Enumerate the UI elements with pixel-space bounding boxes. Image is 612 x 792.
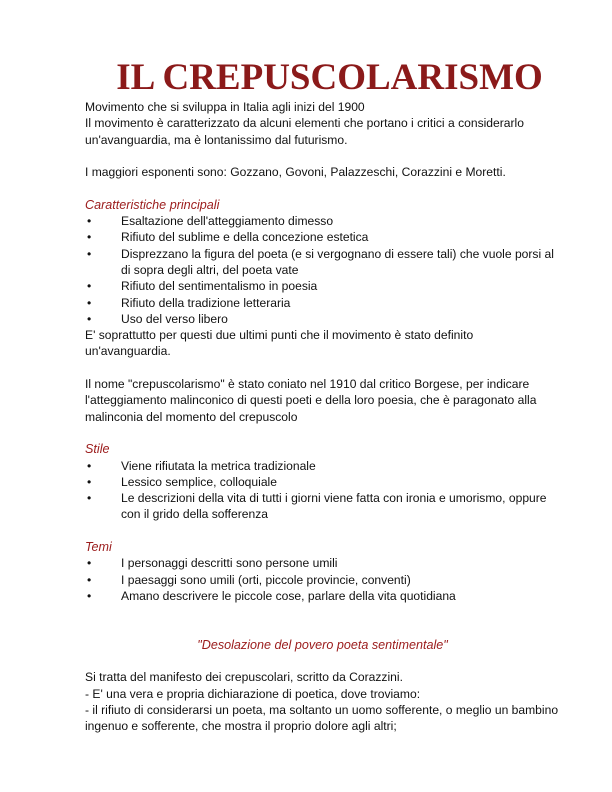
bullet-icon: • (87, 572, 92, 587)
poem-line-2: - E' una vera e propria dichiarazione di poetica, dove troviamo: (85, 686, 421, 701)
bullet-icon: • (87, 214, 92, 229)
list-item: • Rifiuto del sentimentalismo in poesia (87, 279, 318, 294)
poem-line-3: - il rifiuto di considerarsi un poeta, ma soltanto un uomo sofferente, o meglio un bambino ingenuo e sofferente, che mostra il proprio dolore agli altri; (85, 702, 559, 734)
list-item: • I paesaggi sono umili (orti, piccole provincie, conventi) (87, 572, 411, 587)
list-item: • Disprezzano la figura del poeta (e si vergognano di essere tali) che vuole porsi al di sopra degli altri, del poeta vate (87, 246, 554, 277)
bullet-icon: • (87, 491, 92, 506)
list-item: • Rifiuto del sublime e della concezione estetica (87, 230, 369, 245)
bullet-icon: • (87, 458, 92, 473)
intro-line-1: Movimento che si sviluppa in Italia agli inizi del 1900 (85, 100, 365, 114)
intro-line-2: Il movimento è caratterizzato da alcuni elementi che portano i critici a considerarlo un'avanguardia, ma è lontanissimo dal futurismo. (85, 116, 524, 147)
caratteristiche-list (85, 213, 560, 327)
exponents-paragraph: I maggiori esponenti sono: Gozzano, Govoni, Palazzeschi, Corazzini e Moretti. (85, 165, 506, 180)
list-item: • Viene rifiutata la metrica tradizionale (87, 458, 316, 473)
bullet-icon: • (87, 556, 92, 571)
document-page (85, 58, 560, 735)
stile-heading: Stile (85, 442, 110, 457)
list-item: • Esaltazione dell'atteggiamento dimesso (87, 214, 334, 229)
bullet-icon: • (87, 246, 92, 261)
list-item: • Le descrizioni della vita di tutti i giorni viene fatta con ironia e umorismo, oppure con il grido della sofferenza (87, 491, 547, 522)
bullet-icon: • (87, 230, 92, 245)
stile-list (85, 458, 560, 523)
name-origin-paragraph: Il nome "crepuscolarismo" è stato coniato nel 1910 dal critico Borgese, per indicare l'atteggiamento malinconico di questi poeti e della loro poesia, che è paragonato alla malinconia del momento del crepuscolo (85, 377, 537, 424)
page-title: IL CREPUSCOLARISMO (116, 57, 543, 98)
poem-heading: "Desolazione del povero poeta sentimentale" (197, 637, 448, 652)
temi-heading: Temi (85, 540, 112, 555)
avanguardia-paragraph: E' soprattutto per questi due ultimi punti che il movimento è stato definito un'avanguardia. (85, 328, 474, 359)
temi-list (85, 555, 560, 604)
list-item: • Lessico semplice, colloquiale (87, 474, 277, 489)
caratteristiche-heading: Caratteristiche principali (85, 197, 220, 212)
bullet-icon: • (87, 588, 92, 603)
bullet-icon: • (87, 474, 92, 489)
list-item: • Rifiuto della tradizione letteraria (87, 295, 291, 310)
bullet-icon: • (87, 295, 92, 310)
bullet-icon: • (87, 311, 92, 326)
list-item: • Uso del verso libero (87, 311, 228, 326)
list-item: • Amano descrivere le piccole cose, parlare della vita quotidiana (87, 588, 456, 603)
list-item: • I personaggi descritti sono persone umili (87, 556, 338, 571)
poem-line-1: Si tratta del manifesto dei crepuscolari, scritto da Corazzini. (85, 670, 403, 685)
bullet-icon: • (87, 279, 92, 294)
